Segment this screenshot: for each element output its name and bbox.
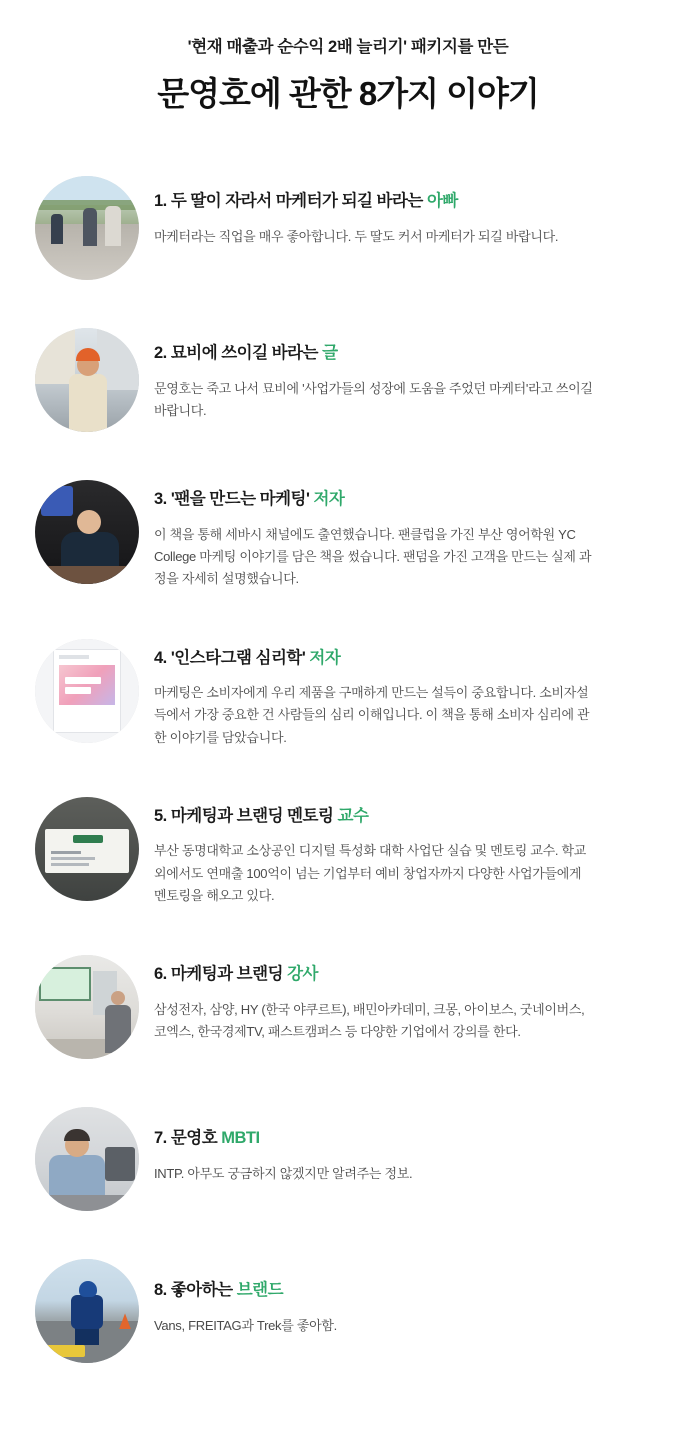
item-body xyxy=(146,635,668,749)
photo-lecture-room xyxy=(35,955,139,1059)
photo-two-daughters-street xyxy=(35,176,139,280)
photo-man-at-desk xyxy=(35,1107,139,1211)
page-title: 문영호에 관한 8가지 이야기 xyxy=(157,75,539,113)
item-description: 문영호는 죽고 나서 묘비에 '사업가들의 성장에 도움을 주었던 마케터'라고 쓰이길 바랍니다. xyxy=(154,380,593,418)
item-title-main: 7. 문영호 xyxy=(154,1129,222,1148)
photo-business-card-dongmyeong xyxy=(35,797,139,901)
thumbnail-wrap xyxy=(28,951,146,1059)
item-title-accent: 저자 xyxy=(313,490,345,509)
item-title-accent: 브랜드 xyxy=(236,1281,284,1300)
item-title-accent: 교수 xyxy=(337,807,369,826)
item-title-main: 2. 묘비에 쓰이길 바라는 xyxy=(154,344,323,363)
item-body xyxy=(146,793,668,907)
item-title-accent: MBTI xyxy=(221,1129,260,1148)
item-description: Vans, FREITAG과 Trek를 좋아함. xyxy=(154,1317,337,1333)
item-title xyxy=(154,805,668,827)
item-title-main: 6. 마케팅과 브랜딩 xyxy=(154,965,288,984)
photo-man-orange-hair xyxy=(35,328,139,432)
item-body xyxy=(146,1255,668,1337)
photo-man-seated-dark xyxy=(35,480,139,584)
item-title-accent: 저자 xyxy=(309,648,341,667)
header-subtitle: '현재 매출과 순수익 2배 늘리기' 패키지를 만든 xyxy=(187,38,509,56)
item-title-main: 1. 두 딸이 자라서 마케터가 되길 바라는 xyxy=(154,192,427,211)
list-item xyxy=(28,1103,668,1211)
item-description: 부산 동명대학교 소상공인 디지털 특성화 대학 사업단 실습 및 멘토링 교수. 학교 외에서도 연매출 100억이 넘는 기업부터 예비 창업자까지 다양한 사업가들에게 멘토링을 해오고 있다. xyxy=(154,843,586,904)
item-body xyxy=(146,324,668,422)
story-list xyxy=(0,172,696,1447)
item-title xyxy=(154,1279,668,1301)
item-title xyxy=(154,190,668,212)
item-title-accent: 강사 xyxy=(287,965,318,984)
thumbnail-wrap xyxy=(28,1103,146,1211)
item-body xyxy=(146,951,668,1043)
item-title-accent: 아빠 xyxy=(426,192,458,211)
list-item xyxy=(28,172,668,280)
item-title-main: 4. '인스타그램 심리학' xyxy=(154,648,310,667)
item-title-main: 5. 마케팅과 브랜딩 멘토링 xyxy=(154,807,338,826)
thumbnail-wrap xyxy=(28,324,146,432)
list-item xyxy=(28,793,668,907)
thumbnail-wrap xyxy=(28,476,146,584)
item-title xyxy=(154,342,668,364)
list-item xyxy=(28,635,668,749)
item-title xyxy=(154,1127,668,1149)
item-body xyxy=(146,172,668,248)
item-title xyxy=(154,488,668,510)
item-description: 이 책을 통해 세바시 채널에도 출연했습니다. 팬클럽을 가진 부산 영어학원 YC College 마케팅 이야기를 담은 책을 썼습니다. 팬덤을 가진 고객을 만드는 실제 과정을 자세히 설명했습니다. xyxy=(154,526,592,587)
photo-book-cover-instagram-psychology xyxy=(35,639,139,743)
item-title xyxy=(154,963,668,985)
item-description: 삼성전자, 삼양, HY (한국 야쿠르트), 배민아카데미, 크몽, 아이보스, 굿네이버스, 코엑스, 한국경제TV, 패스트캠퍼스 등 다양한 기업에서 강의를 한다. xyxy=(154,1001,585,1039)
item-body xyxy=(146,476,668,590)
photo-cyclist xyxy=(35,1259,139,1363)
list-item xyxy=(28,951,668,1059)
item-title xyxy=(154,647,668,669)
item-title-main: 8. 좋아하는 xyxy=(154,1281,237,1300)
thumbnail-wrap xyxy=(28,172,146,280)
item-body xyxy=(146,1103,668,1185)
page-header xyxy=(0,0,696,114)
thumbnail-wrap xyxy=(28,1255,146,1363)
thumbnail-wrap xyxy=(28,635,146,743)
item-title-accent: 글 xyxy=(322,344,338,363)
list-item xyxy=(28,324,668,432)
thumbnail-wrap xyxy=(28,793,146,901)
item-description: 마케팅은 소비자에게 우리 제품을 구매하게 만드는 설득이 중요합니다. 소비자설득에서 가장 중요한 건 사람들의 심리 이해입니다. 이 책을 통해 소비자 심리에 관한 이야기를 담았습니다. xyxy=(154,684,590,745)
item-description: INTP. 아무도 궁금하지 않겠지만 알려주는 정보. xyxy=(154,1165,413,1181)
item-title-main: 3. '팬을 만드는 마케팅' xyxy=(154,490,314,509)
list-item xyxy=(28,1255,668,1363)
item-description: 마케터라는 직업을 매우 좋아합니다. 두 딸도 커서 마케터가 되길 바랍니다. xyxy=(154,228,559,244)
list-item xyxy=(28,476,668,590)
